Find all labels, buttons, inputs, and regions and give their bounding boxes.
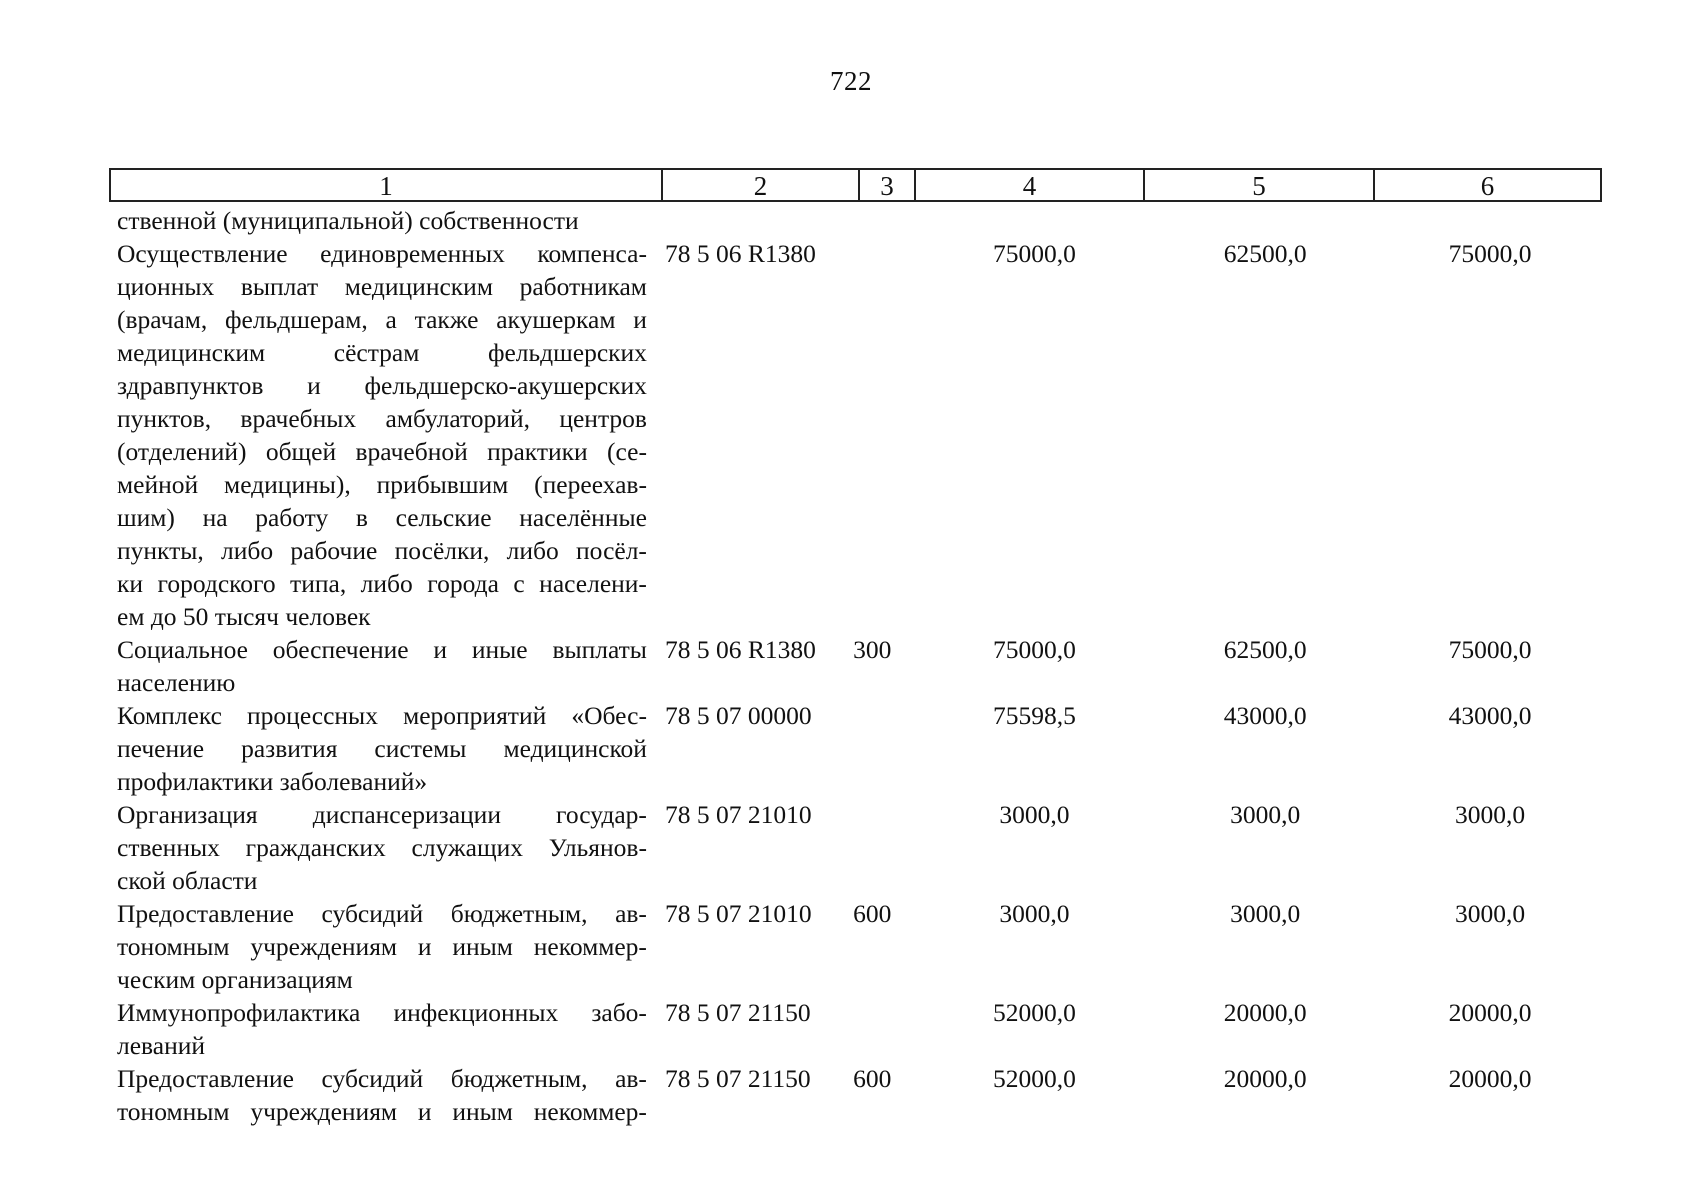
description-line: ки городского типа, либо города с населени- <box>117 569 647 598</box>
row-value-col4: 75598,5 <box>992 701 1076 730</box>
row-description <box>117 798 647 897</box>
description-line: пункты, либо рабочие посёлки, либо посёл- <box>117 536 647 565</box>
description-line: профилактики заболеваний» <box>117 767 428 796</box>
description-line: медицинским сёстрам фельдшерских <box>117 338 647 367</box>
row-code: 78 5 07 21010 <box>664 899 812 928</box>
row-expense-type: 600 <box>853 1064 892 1093</box>
description-line: леваний <box>117 1031 206 1060</box>
table-row <box>117 798 1602 897</box>
description-line: Осуществление единовременных компенса- <box>117 239 647 268</box>
column-header-2: 2 <box>663 170 860 200</box>
description-line: тономным учреждениям и иным некоммер- <box>117 1097 647 1126</box>
description-line: пунктов, врачебных амбулаторий, центров <box>117 404 647 433</box>
description-line: здравпунктов и фельдшерско-акушерских <box>117 371 647 400</box>
row-value-col4: 3000,0 <box>999 899 1070 928</box>
row-value-col6: 3000,0 <box>1454 800 1526 829</box>
table-row <box>117 1062 1602 1128</box>
table-row <box>117 897 1602 996</box>
table-row <box>117 699 1602 798</box>
description-line: ственной (муниципальной) собственности <box>117 206 579 235</box>
description-line: Предоставление субсидий бюджетным, ав- <box>117 899 647 928</box>
row-code: 78 5 07 00000 <box>664 701 812 730</box>
description-line: ционных выплат медицинским работникам <box>117 272 647 301</box>
row-description <box>117 633 647 699</box>
table-row <box>117 633 1602 699</box>
description-line: мейной медицины), прибывшим (переехав- <box>117 470 647 499</box>
table-row <box>117 996 1602 1062</box>
row-value-col5: 20000,0 <box>1223 1064 1307 1093</box>
row-value-col5: 20000,0 <box>1223 998 1307 1027</box>
description-line: Социальное обеспечение и иные выплаты <box>117 635 647 664</box>
row-code: 78 5 07 21010 <box>664 800 812 829</box>
row-value-col5: 43000,0 <box>1223 701 1307 730</box>
column-header-1: 1 <box>111 170 663 200</box>
row-description <box>117 897 647 996</box>
row-description <box>117 699 647 798</box>
row-code: 78 5 07 21150 <box>664 1064 811 1093</box>
row-code: 78 5 06 R1380 <box>664 635 816 664</box>
description-line: населению <box>117 668 236 697</box>
row-expense-type: 300 <box>853 635 892 664</box>
column-header-4: 4 <box>916 170 1145 200</box>
description-line: ской области <box>117 866 258 895</box>
description-line: шим) на работу в сельские населённые <box>117 503 647 532</box>
description-line: Организация диспансеризации государ- <box>117 800 647 829</box>
description-line: ем до 50 тысяч человек <box>117 602 371 631</box>
description-line: Иммунопрофилактика инфекционных забо- <box>117 998 647 1027</box>
row-expense-type: 600 <box>853 899 892 928</box>
column-header-3: 3 <box>860 170 916 200</box>
page-number: 722 <box>830 66 872 96</box>
description-line: Комплекс процессных мероприятий «Обес- <box>117 701 647 730</box>
row-value-col4: 52000,0 <box>992 1064 1076 1093</box>
row-value-col4: 3000,0 <box>999 800 1070 829</box>
table-row <box>117 237 1602 633</box>
row-code: 78 5 07 21150 <box>664 998 811 1027</box>
row-value-col6: 3000,0 <box>1454 899 1526 928</box>
row-description <box>117 204 647 237</box>
row-code: 78 5 06 R1380 <box>664 239 816 268</box>
row-description <box>117 237 647 633</box>
row-value-col6: 75000,0 <box>1448 239 1532 268</box>
description-line: Предоставление субсидий бюджетным, ав- <box>117 1064 647 1093</box>
row-value-col6: 43000,0 <box>1448 701 1532 730</box>
row-value-col4: 75000,0 <box>992 239 1076 268</box>
row-value-col5: 62500,0 <box>1223 239 1307 268</box>
description-line: печение развития системы медицинской <box>117 734 647 763</box>
description-line: (врачам, фельдшерам, а также акушеркам и <box>117 305 647 334</box>
row-description <box>117 1062 647 1128</box>
description-line: тономным учреждениям и иным некоммер- <box>117 932 647 961</box>
table-row <box>117 204 1602 237</box>
table-header-row <box>109 168 1602 202</box>
row-description <box>117 996 647 1062</box>
row-value-col6: 75000,0 <box>1448 635 1532 664</box>
row-value-col5: 62500,0 <box>1223 635 1307 664</box>
table-body <box>117 204 1602 1128</box>
row-value-col6: 20000,0 <box>1448 998 1532 1027</box>
description-line: (отделений) общей врачебной практики (се- <box>117 437 647 466</box>
row-value-col4: 52000,0 <box>992 998 1076 1027</box>
description-line: ственных гражданских служащих Ульянов- <box>117 833 647 862</box>
row-value-col6: 20000,0 <box>1448 1064 1532 1093</box>
column-header-6: 6 <box>1480 171 1495 201</box>
row-value-col4: 75000,0 <box>992 635 1076 664</box>
row-value-col5: 3000,0 <box>1230 899 1301 928</box>
row-value-col5: 3000,0 <box>1230 800 1301 829</box>
description-line: ческим организациям <box>117 965 353 994</box>
column-header-5: 5 <box>1145 170 1375 200</box>
